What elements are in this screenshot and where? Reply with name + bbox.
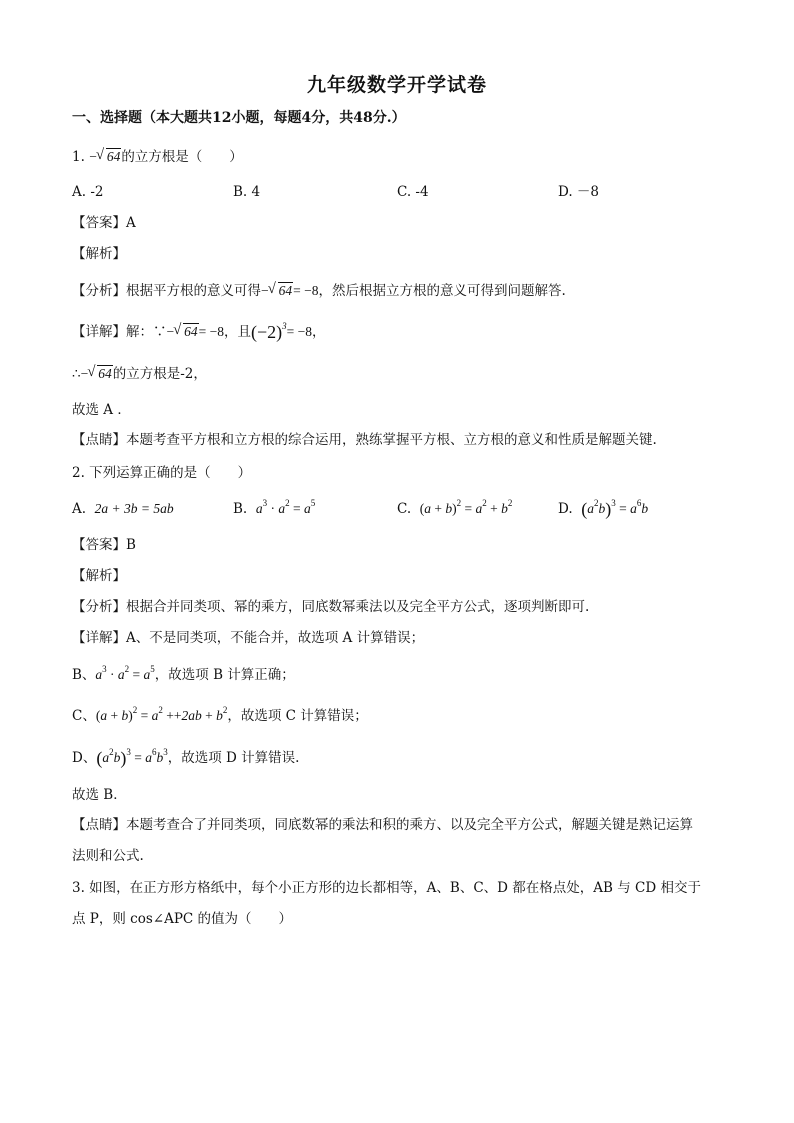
q2-choose: 故选 B．	[72, 787, 127, 803]
q2-dianjing-line2: 法则和公式.	[72, 848, 144, 864]
q2-fenxi: 【分析】根据合并同类项、幂的乘方，同底数幂乘法以及完全平方公式，逐项判断即可.	[72, 599, 590, 615]
q3-stem-line1: 3. 如图，在正方形方格纸中，每个小正方形的边长都相等，A、B、C、D 都在格点处，AB 与 CD 相交于	[72, 880, 701, 896]
q1-number: 1.	[72, 149, 85, 165]
q1-therefore: ∴−√ 64的立方根是-2，	[72, 364, 207, 384]
page-title: 九年级数学开学试卷	[306, 74, 487, 96]
q1-option-c: C. -4	[397, 184, 429, 200]
sqrt-symbol: √ 64	[269, 281, 294, 301]
sqrt-symbol: √ 64	[88, 364, 113, 384]
q3-stem-line2: 点 P，则 cos∠APC 的值为（ ）	[72, 911, 293, 927]
q2-dianjing-line1: 【点睛】本题考查合了并同类项，同底数幂的乘法和积的乘方、以及完全平方公式，解题关键是熟记运算	[72, 817, 693, 833]
q1-dianjing: 【点睛】本题考查平方根和立方根的综合运用，熟练掌握平方根、立方根的意义和性质是解题关键.	[72, 432, 657, 448]
q2-stem: 2. 下列运算正确的是（ ）	[72, 465, 252, 481]
q2-option-c: C. $(a + b)^2 = a^2 + b^2$	[397, 498, 513, 517]
sqrt-symbol: √ 64	[174, 322, 199, 342]
q1-option-b: B. 4	[233, 184, 261, 200]
q1-analysis-tag: 【解析】	[72, 246, 126, 262]
q2-line-d: D、$(a^2b)^3 = a^6b^3$，故选项 D 计算错误.	[72, 747, 300, 768]
q1-option-a: A. -2	[72, 184, 104, 200]
q2-option-b: B. $a^3 \cdot a^2 = a^5$	[233, 498, 316, 517]
section-heading: 一、选择题（本大题共12小题，每题4分，共48分.）	[72, 110, 406, 126]
q2-option-a: A. 2a + 3b = 5ab	[72, 501, 174, 517]
q2-line-c: C、$(a + b)^2 = a^2 ++2ab + b^2$，故选项 C 计算错误；	[72, 705, 368, 724]
q1-stem: 1. −√ 64的立方根是（ ）	[72, 147, 243, 167]
q2-line-b: B、$a^3 \cdot a^2 = a^5$，故选项 B 计算正确；	[72, 664, 295, 683]
q2-xiangjie: 【详解】A、不是同类项，不能合并，故选项 A 计算错误；	[72, 630, 425, 646]
q1-xiangjie: 【详解】解：∵−√ 64= −8，且$(-2)^3= -8$，	[72, 322, 325, 342]
q1-fenxi: 【分析】根据平方根的意义可得−√ 64= −8，然后根据立方根的意义可得到问题解答.	[72, 281, 566, 301]
q1-choose: 故选 A ．	[72, 402, 131, 418]
q2-option-d: D. $(a^2b)^3 = a^6b$	[558, 498, 649, 519]
sqrt-symbol: √ 64	[97, 147, 122, 167]
q2-analysis-tag: 【解析】	[72, 568, 126, 584]
q1-option-d: D. －8	[558, 184, 600, 200]
q1-answer: 【答案】A	[72, 215, 136, 231]
q2-answer: 【答案】B	[72, 537, 136, 553]
